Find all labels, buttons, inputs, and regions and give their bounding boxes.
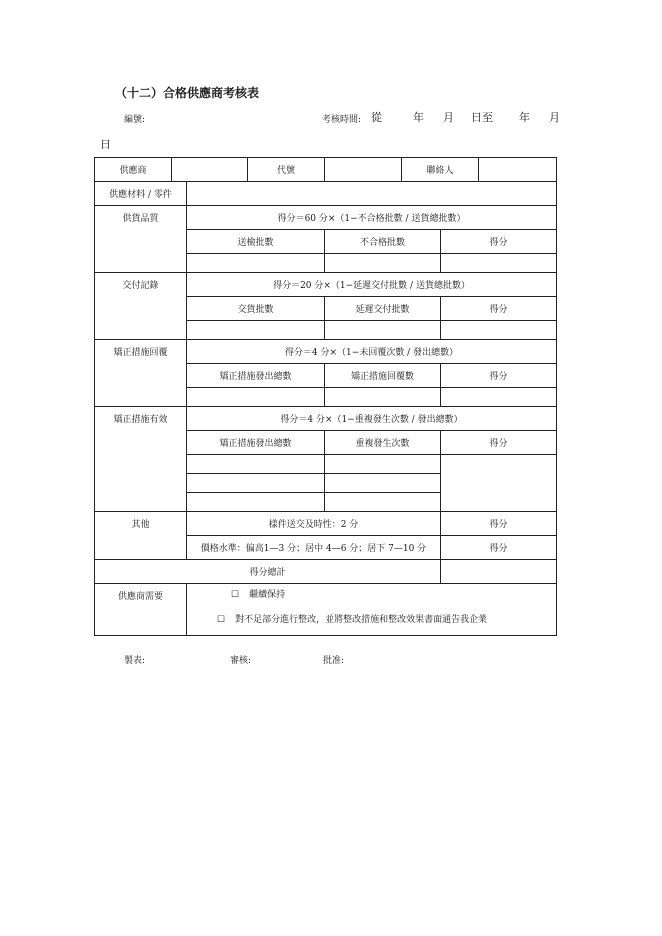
corrective-reply-col-score: 得分: [441, 364, 557, 388]
quality-col-inspected: 送檢批數: [187, 230, 325, 254]
corrective-reply-issued-value[interactable]: [187, 388, 325, 407]
delivery-col-score: 得分: [441, 297, 557, 321]
form-title: （十二）合格供應商考核表: [115, 86, 260, 100]
delivery-score-value[interactable]: [441, 321, 557, 340]
supplier-needs-label: 供應商需要: [95, 584, 187, 636]
corrective-reply-replied-value[interactable]: [325, 388, 441, 407]
approved-by-label: 批准:: [323, 656, 345, 666]
corrective-effect-repeated-value[interactable]: [325, 493, 441, 512]
period-year-1: 年: [413, 111, 424, 124]
option-keep-label: 繼續保持: [249, 589, 286, 600]
materials-label: 供應材料 / 零件: [95, 182, 187, 206]
delivery-col-late: 延遲交付批數: [325, 297, 441, 321]
delivery-late-value[interactable]: [325, 321, 441, 340]
price-score-label: 得分: [441, 536, 557, 560]
quality-col-score: 得分: [441, 230, 557, 254]
quality-inspected-value[interactable]: [187, 254, 325, 273]
option-improve-label: 對不足部分進行整改，並將整改措施和整改效果書面通告我企業: [235, 614, 488, 625]
option-keep[interactable]: [187, 587, 556, 600]
corrective-effect-col-score: 得分: [441, 431, 557, 455]
corrective-effect-score-value[interactable]: [441, 455, 557, 512]
serial-label: 編號:: [124, 115, 146, 125]
period-day-2: 日: [100, 138, 111, 151]
supplier-value[interactable]: [172, 158, 248, 182]
quality-score-value[interactable]: [441, 254, 557, 273]
supplier-label: 供應商: [95, 158, 172, 182]
supplier-evaluation-table: [94, 157, 557, 636]
other-label: 其他: [95, 512, 187, 560]
period-month-2: 月: [549, 111, 560, 124]
corrective-reply-col-issued: 矯正措施發出總數: [187, 364, 325, 388]
checkbox-keep[interactable]: ☐: [231, 589, 240, 600]
code-label: 代號: [248, 158, 325, 182]
period-from: 從: [371, 111, 382, 124]
corrective-reply-formula: 得分＝4 分×（1−未回覆次數 / 發出總數）: [187, 340, 557, 364]
total-score-value[interactable]: [441, 560, 557, 584]
option-improve[interactable]: [187, 612, 556, 625]
delivery-label: 交付記錄: [95, 273, 187, 340]
reviewed-by-label: 審核:: [230, 656, 252, 666]
delivery-formula: 得分＝20 分×（1−延遲交付批數 / 送貨總批數）: [187, 273, 557, 297]
corrective-effect-col-issued: 矯正措施發出總數: [187, 431, 325, 455]
quality-label: 供貨品質: [95, 206, 187, 273]
corrective-effect-repeated-value[interactable]: [325, 455, 441, 474]
checkbox-improve[interactable]: ☐: [217, 614, 226, 625]
corrective-effect-issued-value[interactable]: [187, 493, 325, 512]
sample-timeliness-text: 樣件送交及時性：2 分: [187, 512, 441, 536]
corrective-effect-issued-value[interactable]: [187, 455, 325, 474]
delivery-delivered-value[interactable]: [187, 321, 325, 340]
corrective-reply-col-replied: 矯正措施回覆數: [325, 364, 441, 388]
price-level-text: 價格水準：偏高1—3 分；居中 4—6 分；居下 7—10 分: [187, 536, 441, 560]
corrective-effect-issued-value[interactable]: [187, 474, 325, 493]
total-score-label: 得分總計: [95, 560, 441, 584]
materials-value[interactable]: [187, 182, 557, 206]
period-label: 考核時間:: [322, 115, 362, 125]
made-by-label: 製表:: [124, 656, 146, 666]
contact-value[interactable]: [479, 158, 557, 182]
code-value[interactable]: [325, 158, 402, 182]
corrective-effect-formula: 得分＝4 分×（1−重複發生次數 / 發出總數）: [187, 407, 557, 431]
corrective-reply-label: 矯正措施回覆: [95, 340, 187, 407]
corrective-reply-score-value[interactable]: [441, 388, 557, 407]
sample-score-label: 得分: [441, 512, 557, 536]
corrective-effect-label: 矯正措施有效: [95, 407, 187, 512]
quality-formula: 得分＝60 分×（1−不合格批數 / 送貨總批數）: [187, 206, 557, 230]
corrective-effect-col-repeated: 重複發生次數: [325, 431, 441, 455]
supplier-needs-options: [187, 584, 557, 636]
period-day-to: 日至: [471, 111, 493, 124]
period-month-1: 月: [443, 111, 454, 124]
period-year-2: 年: [519, 111, 530, 124]
delivery-col-delivered: 交貨批數: [187, 297, 325, 321]
quality-rejected-value[interactable]: [325, 254, 441, 273]
contact-label: 聯絡人: [402, 158, 479, 182]
corrective-effect-repeated-value[interactable]: [325, 474, 441, 493]
quality-col-rejected: 不合格批數: [325, 230, 441, 254]
